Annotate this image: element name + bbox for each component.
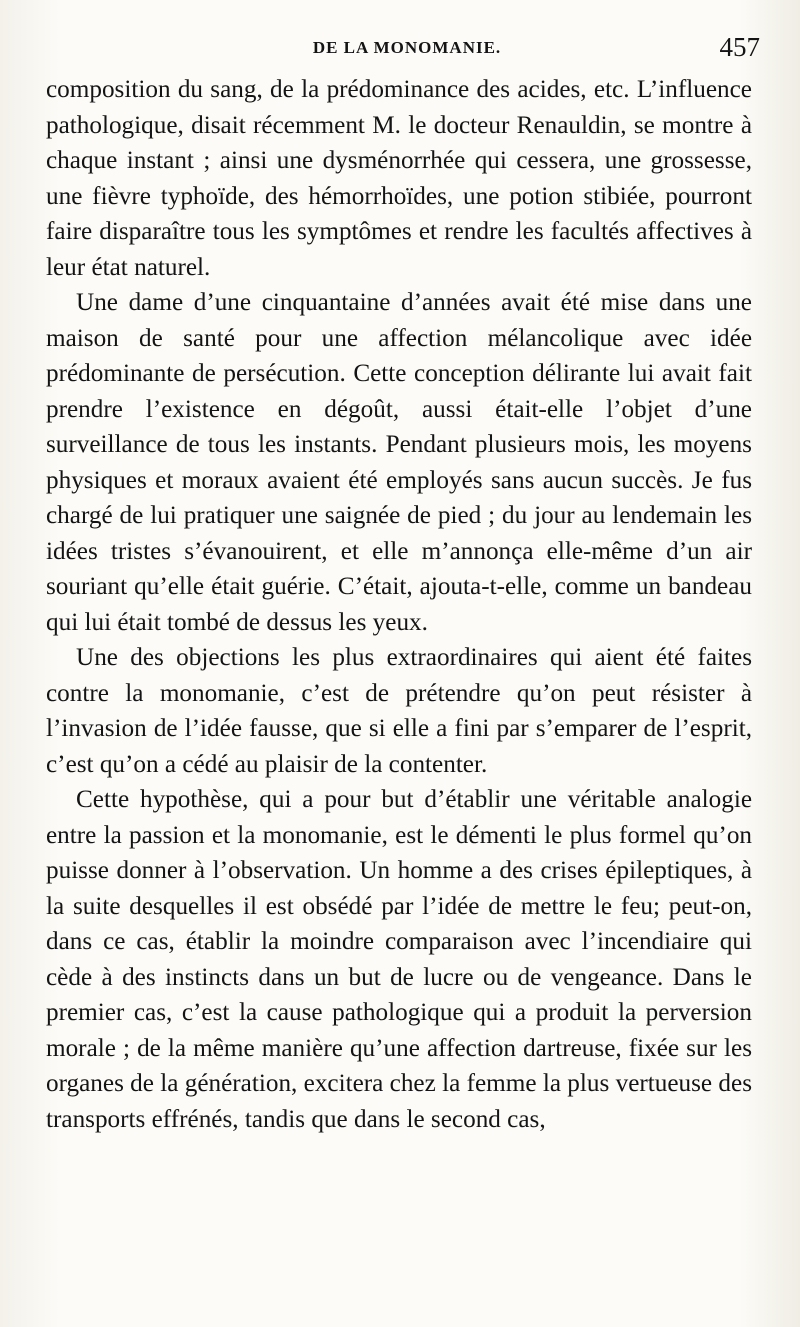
body-text — [46, 72, 752, 1137]
running-head — [46, 32, 768, 72]
paragraph-case-report: Une dame d’une cinquantaine d’années avait été mise dans une maison de santé pour une affection mélancolique avec idée prédominante de persécution. Cette conception délirante lui avait fait prendre l’existence en dégoût, aussi était-elle l’objet d’une surveillance de tous les instants. Pendant plusieurs mois, les moyens physiques et moraux avaient été employés sans aucun succès. Je fus chargé de lui pratiquer une saignée de pied ; du jour au lendemain les idées tristes s’évanouirent, et elle m’annonça elle-même d’un air souriant qu’elle était guérie. C’était, ajouta-t-elle, comme un bandeau qui lui était tombé de dessus les yeux. — [46, 289, 752, 636]
paragraph-hypothesis: Cette hypothèse, qui a pour but d’établir une véritable analogie entre la passion et la monomanie, est le démenti le plus formel qu’on puisse donner à l’observation. Un homme a des crises épileptiques, à la suite desquelles il est obsédé par l’idée de mettre le feu; peut-on, dans ce cas, établir la moindre comparaison avec l’incendiaire qui cède à des instincts dans un but de lucre ou de vengeance. Dans le premier cas, c’est la cause pathologique qui a produit la perversion morale ; de la même manière qu’une affection dartreuse, fixée sur les organes de la génération, excitera chez la femme la plus vertueuse des transports effrénés, tandis que dans le second cas, — [46, 786, 752, 1133]
paragraph-objection: Une des objections les plus extraordinaires qui aient été faites contre la monomanie, c’est de prétendre qu’on peut résister à l’invasion de l’idée fausse, que si elle a fini par s’emparer de l’esprit, c’est qu’on a cédé au plaisir de la contenter. — [46, 644, 752, 778]
paragraph-continued: composition du sang, de la prédominance des acides, etc. L’influence pathologique, disait récemment M. le docteur Renauldin, se montre à chaque instant ; ainsi une dysménorrhée qui cessera, une grossesse, une fièvre typhoïde, des hémorrhoïdes, une potion stibiée, pourront faire disparaître tous les symptômes et rendre les facultés affectives à leur état naturel. — [46, 76, 752, 281]
page-number: 457 — [719, 32, 760, 62]
running-title: DE LA MONOMANIE. — [312, 38, 502, 57]
